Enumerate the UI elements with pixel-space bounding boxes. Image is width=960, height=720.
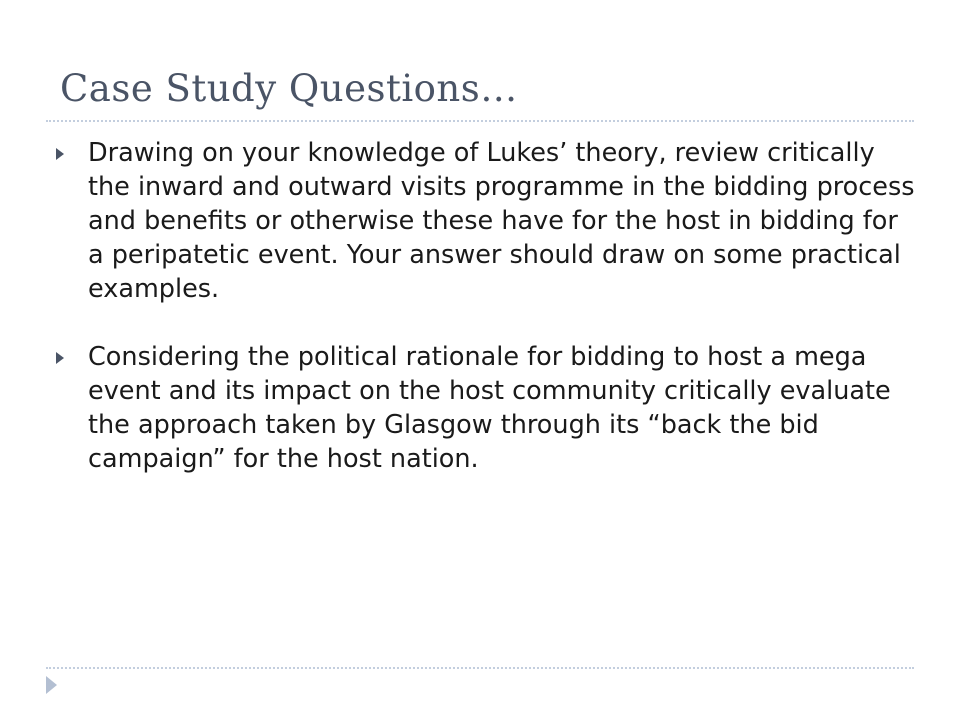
title-divider	[46, 120, 914, 122]
footer-divider	[46, 667, 914, 669]
bullet-text-2: Considering the political rationale for bidding to host a mega event and its impact on the host community critically evaluate the approach taken by Glasgow through its “back the bid campaign” for the host nation.	[88, 342, 891, 474]
bullet-item-2	[56, 340, 916, 476]
bullet-list	[56, 136, 916, 476]
triangle-right-icon	[56, 148, 64, 160]
bullet-text-1: Drawing on your knowledge of Lukes’ theory, review critically the inward and outward visits programme in the bidding process and benefits or otherwise these have for the host in bidding for a peripatetic event. Your answer should draw on some practical examples.	[88, 138, 915, 304]
slide-title: Case Study Questions…	[60, 67, 518, 110]
triangle-right-icon	[56, 352, 64, 364]
slide-corner-triangle-icon	[46, 676, 57, 694]
bullet-item-1	[56, 136, 916, 306]
